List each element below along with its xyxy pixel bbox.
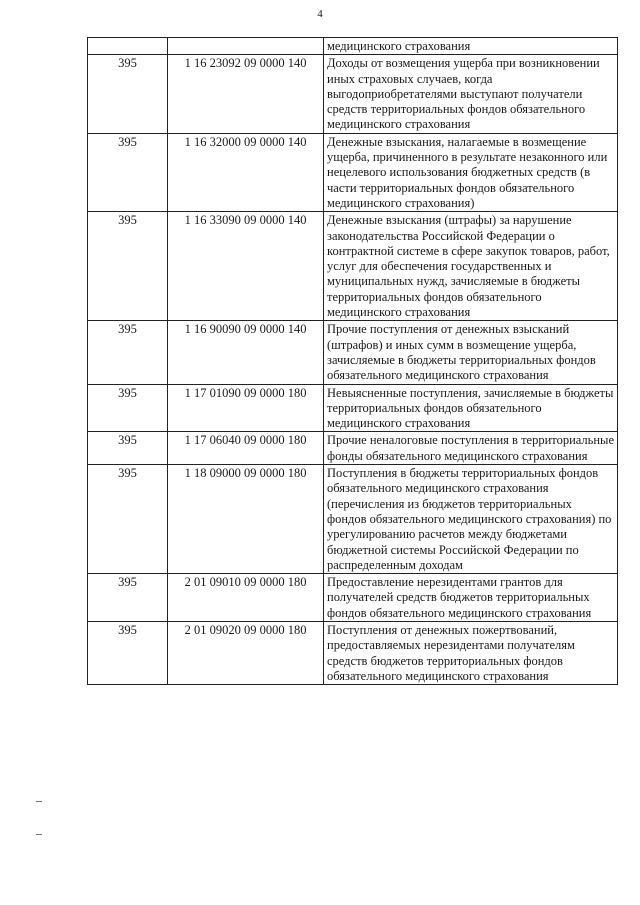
admin-code-cell: 395 [88,212,168,321]
table-row [88,133,618,211]
description-cell: Предоставление нерезидентами грантов для получателей средств бюджетов территориальных фондов обязательного медицинского страхования [324,574,618,622]
budget-code-cell: 1 17 01090 09 0000 180 [168,384,324,432]
table-row [88,212,618,321]
admin-code-cell: 395 [88,55,168,133]
description-cell: Прочие неналоговые поступления в территориальные фонды обязательного медицинского страхования [324,432,618,465]
description-cell: Поступления в бюджеты территориальных фондов обязательного медицинского страхования (перечисления из бюджетов территориальных фондов обязательного медицинского страхования) по урегулированию расчетов между бюджетами бюджетной системы Российской Федерации по распределенным доходам [324,465,618,574]
admin-code-cell: 395 [88,384,168,432]
budget-code-cell: 1 17 06040 09 0000 180 [168,432,324,465]
budget-code-cell: 2 01 09020 09 0000 180 [168,621,324,684]
description-cell: Доходы от возмещения ущерба при возникновении иных страховых случаев, когда выгодоприобретателями выступают получатели средств территориальных фондов обязательного медицинского страхования [324,55,618,133]
table-row [88,432,618,465]
admin-code-cell: 395 [88,133,168,211]
budget-code-cell: 1 16 32000 09 0000 140 [168,133,324,211]
table-row [88,38,618,55]
budget-code-cell: 1 16 33090 09 0000 140 [168,212,324,321]
table-row [88,384,618,432]
admin-code-cell: 395 [88,465,168,574]
admin-code-cell: 395 [88,321,168,384]
margin-mark [36,801,42,802]
budget-code-cell [168,38,324,55]
budget-revenue-table [87,37,618,685]
admin-code-cell [88,38,168,55]
description-cell: Денежные взыскания (штрафы) за нарушение законодательства Российской Федерации о контрактной системе в сфере закупок товаров, работ, услуг для обеспечения государственных и муниципальных нужд, зачисляемые в бюджеты территориальных фондов обязательного медицинского страхования [324,212,618,321]
description-cell: медицинского страхования [324,38,618,55]
table-row [88,621,618,684]
description-cell: Поступления от денежных пожертвований, предоставляемых нерезидентами получателям средств бюджетов территориальных фондов обязательного медицинского страхования [324,621,618,684]
admin-code-cell: 395 [88,574,168,622]
description-cell: Прочие поступления от денежных взысканий (штрафов) и иных сумм в возмещение ущерба, зачисляемые в бюджеты территориальных фондов обязательного медицинского страхования [324,321,618,384]
budget-code-cell: 2 01 09010 09 0000 180 [168,574,324,622]
description-cell: Денежные взыскания, налагаемые в возмещение ущерба, причиненного в результате незаконного или нецелевого использования бюджетных средств (в части территориальных фондов обязательного медицинского страхования) [324,133,618,211]
admin-code-cell: 395 [88,432,168,465]
budget-code-cell: 1 18 09000 09 0000 180 [168,465,324,574]
admin-code-cell: 395 [88,621,168,684]
table-row [88,574,618,622]
table-row [88,465,618,574]
table-row [88,55,618,133]
table-row [88,321,618,384]
budget-code-cell: 1 16 90090 09 0000 140 [168,321,324,384]
budget-code-cell: 1 16 23092 09 0000 140 [168,55,324,133]
description-cell: Невыясненные поступления, зачисляемые в бюджеты территориальных фондов обязательного медицинского страхования [324,384,618,432]
page-number: 4 [317,8,323,20]
margin-mark [36,834,42,835]
